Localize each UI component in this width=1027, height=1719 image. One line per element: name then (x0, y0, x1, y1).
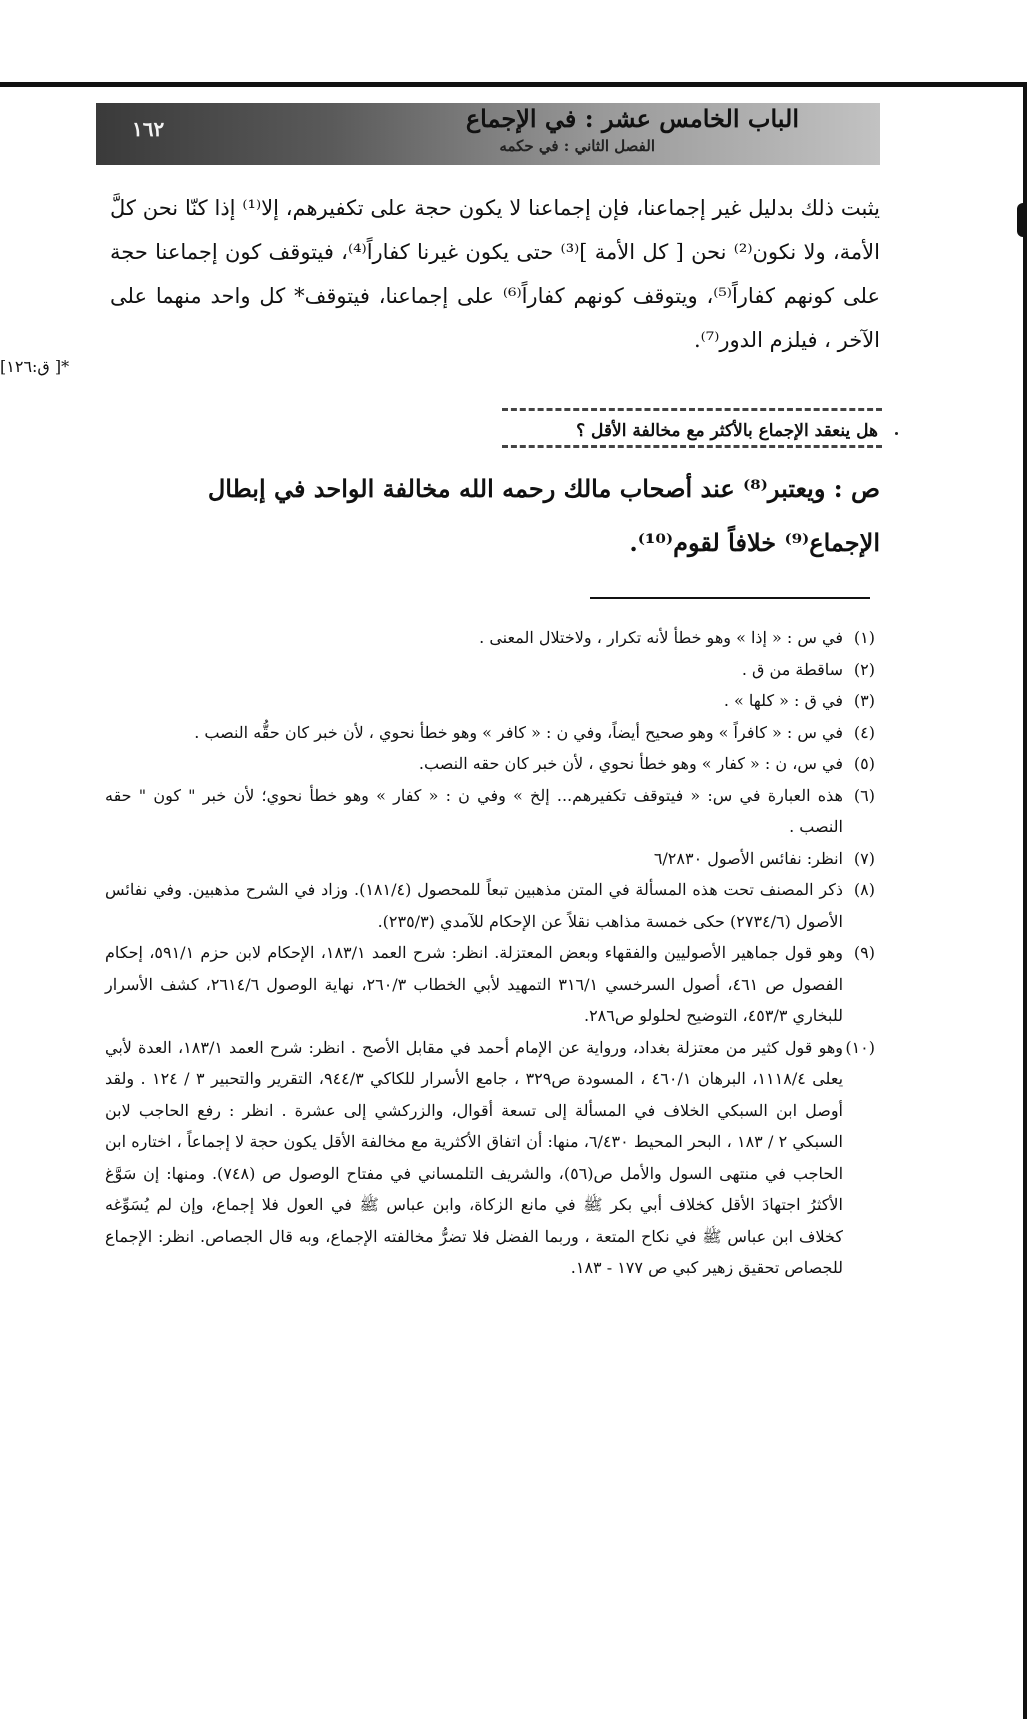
footnote-text: هذه العبارة في س: « فيتوقف تكفيرهم... إلخ » وفي ن : « كفار » وهو خطأ نحوي؛ لأن خبر " كون " حقه النصب . (105, 785, 843, 836)
footnote-text: وهو قول جماهير الأصوليين والفقهاء وبعض المعتزلة. انظر: شرح العمد ١٨٣/١، الإحكام لابن حزم ٥٩١/١، إحكام الفصول ص ٤٦١، أصول السرخسي ٣١٦/١ التمهيد لأبي الخطاب ٢٦٠/٣، نهاية الوصول ٢٦١٤/٦، كشف الأسرار للبخاري ٤٥٣/٣، التوضيح لحلولو ص٢٨٦. (105, 943, 844, 1025)
footnote-text: وهو قول كثير من معتزلة بغداد، ورواية عن الإمام أحمد في مقابل الأصح . انظر: شرح العمد ١٨٣/١، العدة لأبي يعلى ١١١٨/٤، البرهان ٤٦٠/١ ، المسودة ص٣٢٩ ، جامع الأسرار للكاكي ٩٤٤/٣، التقرير والتحبير ٣ / ١٢٤ . ولقد أوصل ابن السبكي الخلاف في المسألة إلى تسعة أقوال، والزركشي إلى عشرة . انظر : رفع الحاجب لابن السبكي ٢ / ١٨٣ ، البحر المحيط ٦/٤٣٠، منها: أن اتفاق الأكثرية مع مخالفة الأقل يكون حجة لا إجماعاً ، اختاره ابن الحاجب في منتهى السول والأمل ص(٥٦)، والشريف التلمساني في مفتاح الوصول ص (٧٤٨). ومنها: إن سَوَّغ الأكثرُ اجتهادَ الأقل كخلاف أبي بكر ﷺ في مانع الزكاة، وابن عباس ﷺ في العول فلا إجماع، وإن لم يُسَوِّغه كخلاف ابن عباس ﷺ في نكاح المتعة ، وربما الفضل فلا تضرُّ مخالفته الإجماع، وبه قال الجصاص. انظر: الإجماع للجصاص تحقيق زهير كبي ص ١٧٧ - ١٨٣. (105, 1037, 844, 1277)
manuscript-margin-reference: *[ ق:١٢٦] (0, 357, 70, 376)
page-edge-mark (1017, 203, 1027, 237)
page-number: ١٦٢ (132, 117, 165, 141)
footnote-text: ساقطة من ق . (741, 659, 843, 679)
section-subtitle: الفصل الثاني : في حكمه (499, 137, 655, 155)
footnote-number: (٢) (853, 659, 875, 679)
footnote-number: (٤) (853, 722, 875, 742)
body-paragraph: يثبت ذلك بدليل غير إجماعنا، فإن إجماعنا لا يكون حجة على تكفيرهم، إلا⁽¹⁾ إذا كنّا نحن كلَّ الأمة، ولا نكون⁽²⁾ نحن [ كل الأمة ]⁽³⁾ حتى يكون غيرنا كفاراً⁽⁴⁾، فيتوقف كون إجماعنا حجة على كونهم كفاراً⁽⁵⁾، ويتوقف كونهم كفاراً⁽⁶⁾ على إجماعنا، فيتوقف* كل واحد منهما على الآخر ، فيلزم الدور⁽⁷⁾. (110, 196, 880, 352)
footnote-number: (٣) (853, 691, 875, 710)
footnote (105, 843, 875, 875)
footnote-text: في س، ن : « كفار » وهو خطأ نحوي ، لأن خبر كان حقه النصب. (418, 754, 843, 773)
footnote-number: (١٠) (845, 1037, 875, 1057)
footnote-text: ذكر المصنف تحت هذه المسألة في المتن مذهبين تبعاً للمحصول (١٨١/٤). وزاد في الشرح مذهبين. وفي نفائس الأصول (٢٧٣٤/٦) حكى خمسة مذاهب نقلاً عن الإحكام للآمدي (٢٣٥/٣). (105, 880, 843, 931)
footnote-number: (٩) (853, 943, 875, 962)
footnote-text: في س : « كافراً » وهو صحيح أيضاً، وفي ن : « كافر » وهو خطأ نحوي ، لأن خبر كان حقُّه النصب . (194, 722, 843, 742)
footnote (105, 717, 875, 749)
right-page-edge-rule (1023, 82, 1027, 1719)
footnote (105, 874, 875, 937)
footnote (105, 1032, 875, 1284)
footnote (105, 654, 875, 686)
footnote-number: (١) (853, 628, 875, 647)
section-heading: هل ينعقد الإجماع بالأكثر مع مخالفة الأقل ؟ (502, 408, 882, 448)
matn-text (110, 462, 880, 570)
footnote-number: (٥) (853, 754, 875, 773)
footnote (105, 937, 875, 1032)
speck (895, 432, 898, 435)
body-text (110, 186, 880, 362)
footnote-text: في س : « إذا » وهو خطأ لأنه تكرار ، ولاختلال المعنى . (479, 628, 843, 647)
footnote-text: انظر: نفائس الأصول ٦/٢٨٣٠ (653, 848, 843, 868)
footnote (105, 622, 875, 654)
top-rule (0, 82, 1027, 87)
footnote (105, 748, 875, 780)
footnote-number: (٦) (853, 785, 875, 805)
footnote-number: (٨) (853, 880, 875, 899)
footnote-separator (590, 597, 870, 599)
footnote-text: في ق : « كلها » . (723, 691, 843, 710)
chapter-title: الباب الخامس عشر : في الإجماع (465, 104, 799, 133)
footnote (105, 780, 875, 843)
footnotes (105, 622, 875, 1284)
footnote (105, 685, 875, 717)
matn-paragraph: ص : ويعتبر⁽⁸⁾ عند أصحاب مالك رحمه الله مخالفة الواحد في إبطال الإجماع⁽⁹⁾ خلافاً لقوم⁽¹⁰⁾. (207, 474, 880, 557)
footnote-number: (٧) (853, 848, 875, 868)
